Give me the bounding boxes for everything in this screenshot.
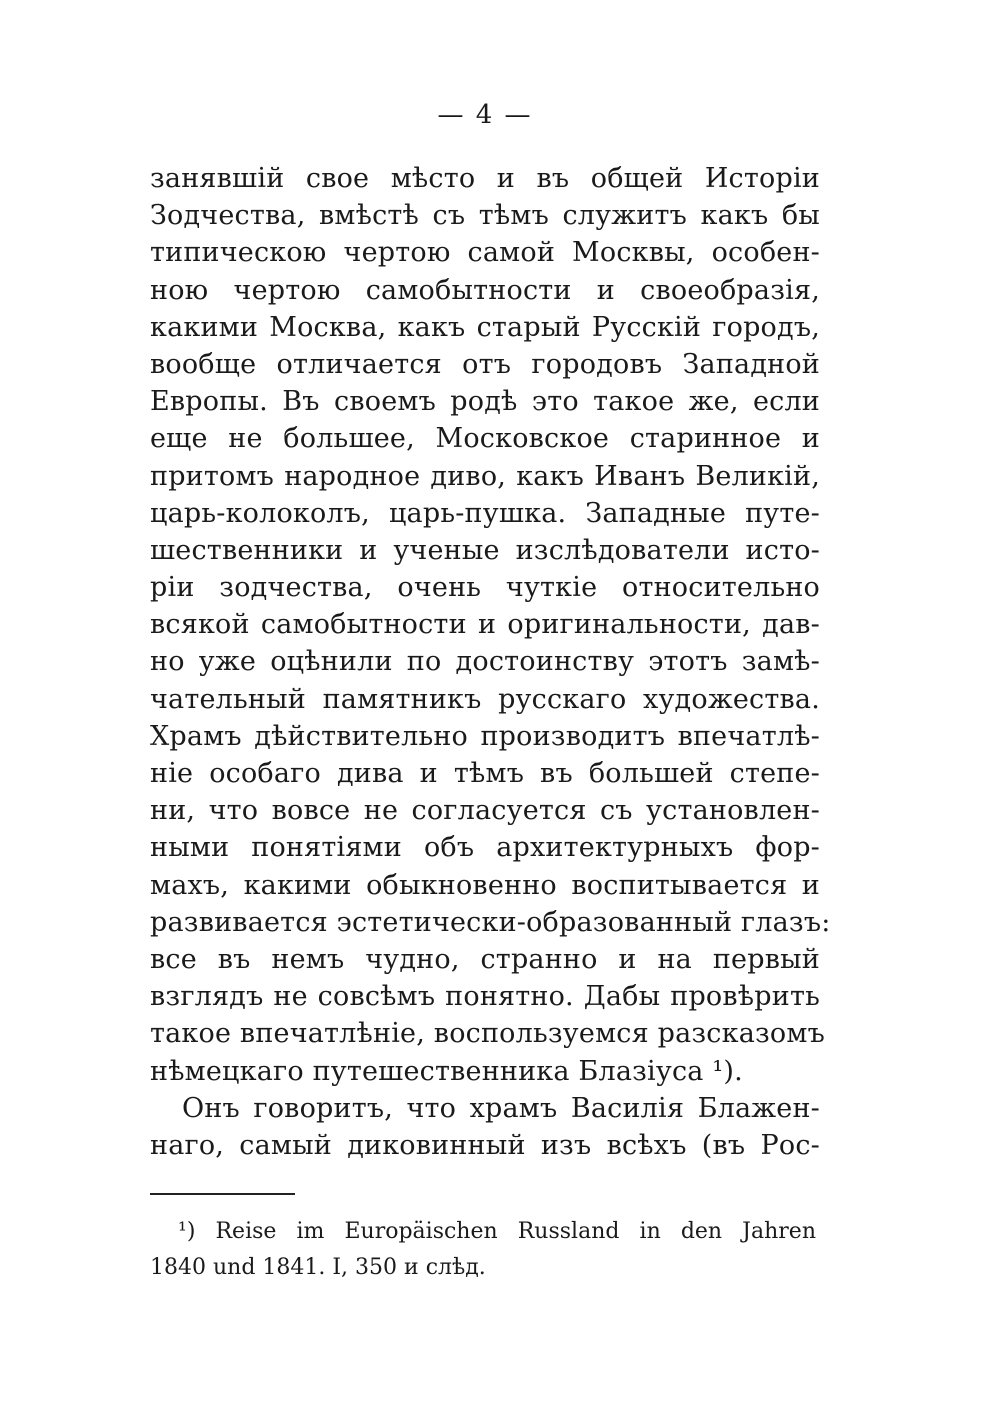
page-number: — 4 — <box>437 100 533 130</box>
text-line: ріи зодчества, очень чуткіе относительно <box>150 572 820 604</box>
text-line: Зодчества, вмѣстѣ съ тѣмъ служитъ какъ бы <box>150 200 820 232</box>
footnote-line: ¹) Reise im Europäischen Russland in den Jahren <box>178 1219 816 1244</box>
footnote-line: 1840 und 1841. I, 350 и слѣд. <box>150 1255 486 1280</box>
text-line: какими Москва, какъ старый Русскій городъ, <box>150 311 820 343</box>
text-line: но уже оцѣнили по достоинству этотъ замѣ- <box>150 646 820 678</box>
text-line: Европы. Въ своемъ родѣ это такое же, если <box>150 386 820 418</box>
text-line-paragraph-start: Онъ говоритъ, что храмъ Василія Блажен- <box>182 1092 820 1124</box>
text-line: наго, самый диковинный изъ всѣхъ (въ Рос- <box>150 1129 820 1161</box>
text-line: Храмъ дѣйствительно производитъ впечатлѣ- <box>150 720 820 752</box>
text-line: шественники и ученые изслѣдователи исто- <box>150 534 820 566</box>
text-line: чательный памятникъ русскаго художества. <box>150 683 820 715</box>
text-line: ными понятіями объ архитектурныхъ фор- <box>150 832 820 864</box>
text-line: махъ, какими обыкновенно воспитывается и <box>150 869 820 901</box>
text-line: вообще отличается отъ городовъ Западной <box>150 348 820 380</box>
footnotes <box>150 1214 816 1286</box>
text-line: ни, что вовсе не согласуется съ установлен- <box>150 795 820 827</box>
text-line-paragraph-end: нѣмецкаго путешественника Блазіуса ¹). <box>150 1055 743 1087</box>
text-line: всякой самобытности и оригинальности, дав- <box>150 609 820 641</box>
text-line: такое впечатлѣніе, воспользуемся разсказомъ <box>150 1018 825 1050</box>
text-line: все въ немъ чудно, странно и на первый <box>150 943 820 975</box>
footnote-divider <box>150 1193 295 1195</box>
text-line: взглядъ не совсѣмъ понятно. Дабы провѣрить <box>150 981 820 1013</box>
body-text <box>150 160 831 1164</box>
text-line: ніе особаго дива и тѣмъ въ большей степе- <box>150 758 820 789</box>
text-line: еще не большее, Московское старинное и <box>150 423 820 455</box>
text-line: царь-колоколъ, царь-пушка. Западные путе- <box>150 497 820 529</box>
text-line: занявшій свое мѣсто и въ общей Исторіи <box>150 163 820 194</box>
text-line: ною чертою самобытности и своеобразія, <box>150 274 820 306</box>
text-line: притомъ народное диво, какъ Иванъ Великій, <box>150 460 820 492</box>
text-line: развивается эстетически-образованный глазъ: <box>150 906 831 938</box>
text-line: типическою чертою самой Москвы, особен- <box>150 237 820 269</box>
